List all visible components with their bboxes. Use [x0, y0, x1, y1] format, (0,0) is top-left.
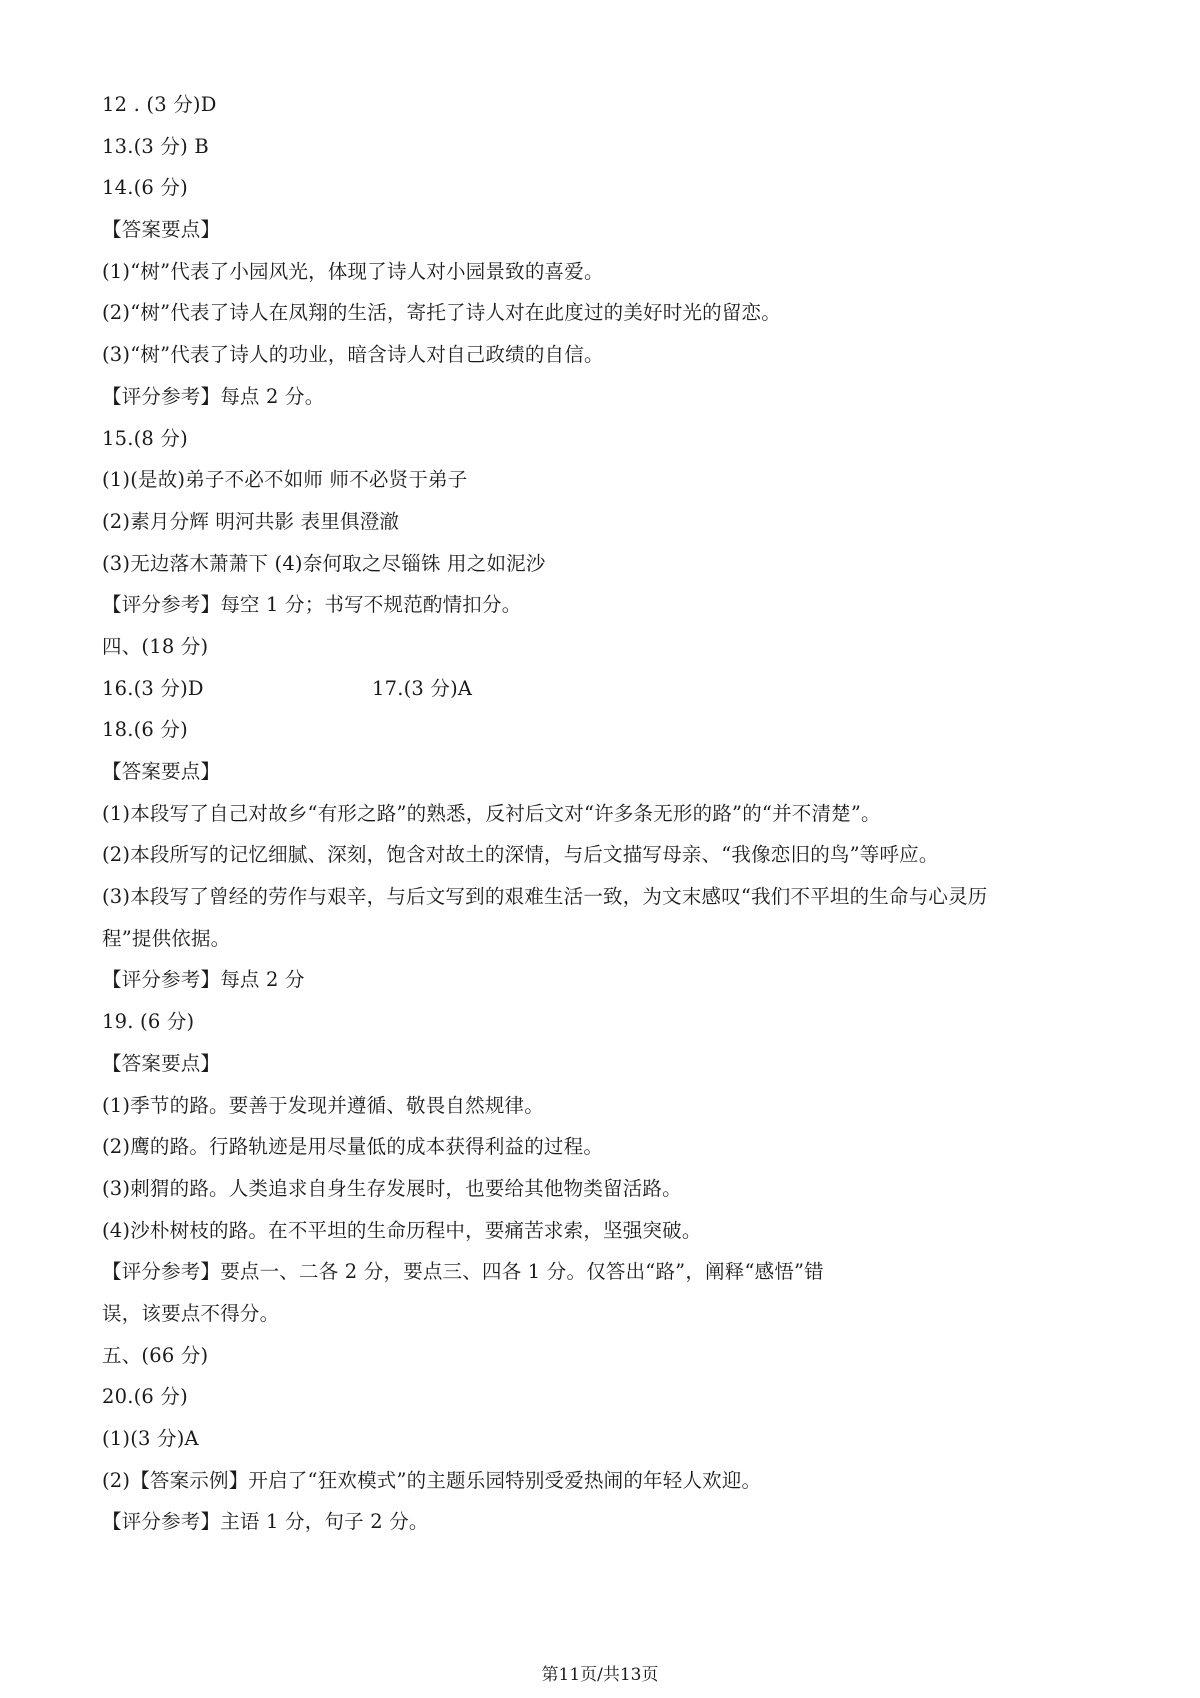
question-heading: 20.(6 分): [102, 1385, 188, 1409]
scoring-note-continued: 误，该要点不得分。: [102, 1301, 280, 1325]
question-heading: 19. (6 分): [102, 1010, 195, 1034]
answer-16: 16.(3 分)D: [102, 676, 204, 700]
answer-point: (3)本段写了曾经的劳作与艰辛，与后文写到的艰难生活一致，为文末感叹“我们不平坦的生命与心灵历: [102, 885, 988, 909]
answer-point: (4)沙朴树枝的路。在不平坦的生命历程中，要痛苦求索，坚强突破。: [102, 1218, 702, 1242]
answer-point: (3)“树”代表了诗人的功业，暗含诗人对自己政绩的自信。: [102, 343, 604, 367]
scoring-note: 【评分参考】要点一、二各 2 分，要点三、四各 1 分。仅答出“路”，阐释“感悟”错: [102, 1260, 824, 1284]
scoring-note: 【评分参考】每点 2 分: [102, 968, 305, 992]
section-label: 【答案要点】: [102, 218, 221, 242]
answer-line: 13.(3 分) B: [102, 134, 209, 158]
scoring-note: 【评分参考】主语 1 分，句子 2 分。: [102, 1510, 429, 1534]
page-footer: 第11页/共13页: [541, 1665, 659, 1685]
answer-pair-line: [102, 668, 1112, 710]
answer-point: (3)无边落木萧萧下 (4)奈何取之尽锱铢 用之如泥沙: [102, 551, 546, 575]
answer-point: (2)素月分辉 明河共影 表里俱澄澈: [102, 509, 400, 533]
answer-key-body: [102, 84, 1112, 1543]
answer-point: (1)季节的路。要善于发现并遵循、敬畏自然规律。: [102, 1093, 544, 1117]
answer-example: (2)【答案示例】开启了“狂欢模式”的主题乐园特别受爱热闹的年轻人欢迎。: [102, 1468, 762, 1492]
answer-point: (2)“树”代表了诗人在凤翔的生活，寄托了诗人对在此度过的美好时光的留恋。: [102, 301, 781, 325]
question-heading: 15.(8 分): [102, 426, 188, 450]
question-heading: 14.(6 分): [102, 176, 188, 200]
answer-line: (1)(3 分)A: [102, 1427, 199, 1450]
answer-17: 17.(3 分)A: [372, 676, 473, 700]
section-heading: 五、(66 分): [102, 1343, 209, 1367]
answer-point: (3)刺猬的路。人类追求自身生存发展时，也要给其他物类留活路。: [102, 1176, 682, 1200]
answer-point: (1)(是故)弟子不必不如师 师不必贤于弟子: [102, 468, 468, 492]
section-heading: 四、(18 分): [102, 634, 209, 658]
answer-point: (1)本段写了自己对故乡“有形之路”的熟悉，反衬后文对“许多条无形的路”的“并不清楚”。: [102, 801, 881, 825]
question-heading: 18.(6 分): [102, 718, 188, 742]
scoring-note: 【评分参考】每空 1 分；书写不规范酌情扣分。: [102, 593, 522, 617]
answer-point: (2)本段所写的记忆细腻、深刻，饱含对故土的深情，与后文描写母亲、“我像恋旧的鸟”等呼应。: [102, 843, 939, 867]
scoring-note: 【评分参考】每点 2 分。: [102, 384, 325, 408]
answer-point: (2)鹰的路。行路轨迹是用尽量低的成本获得利益的过程。: [102, 1135, 604, 1159]
section-label: 【答案要点】: [102, 760, 221, 783]
answer-line: 12 . (3 分)D: [102, 93, 217, 116]
section-label: 【答案要点】: [102, 1051, 221, 1075]
answer-point-continued: 程”提供依据。: [102, 926, 231, 950]
answer-point: (1)“树”代表了小园风光，体现了诗人对小园景致的喜爱。: [102, 259, 604, 283]
